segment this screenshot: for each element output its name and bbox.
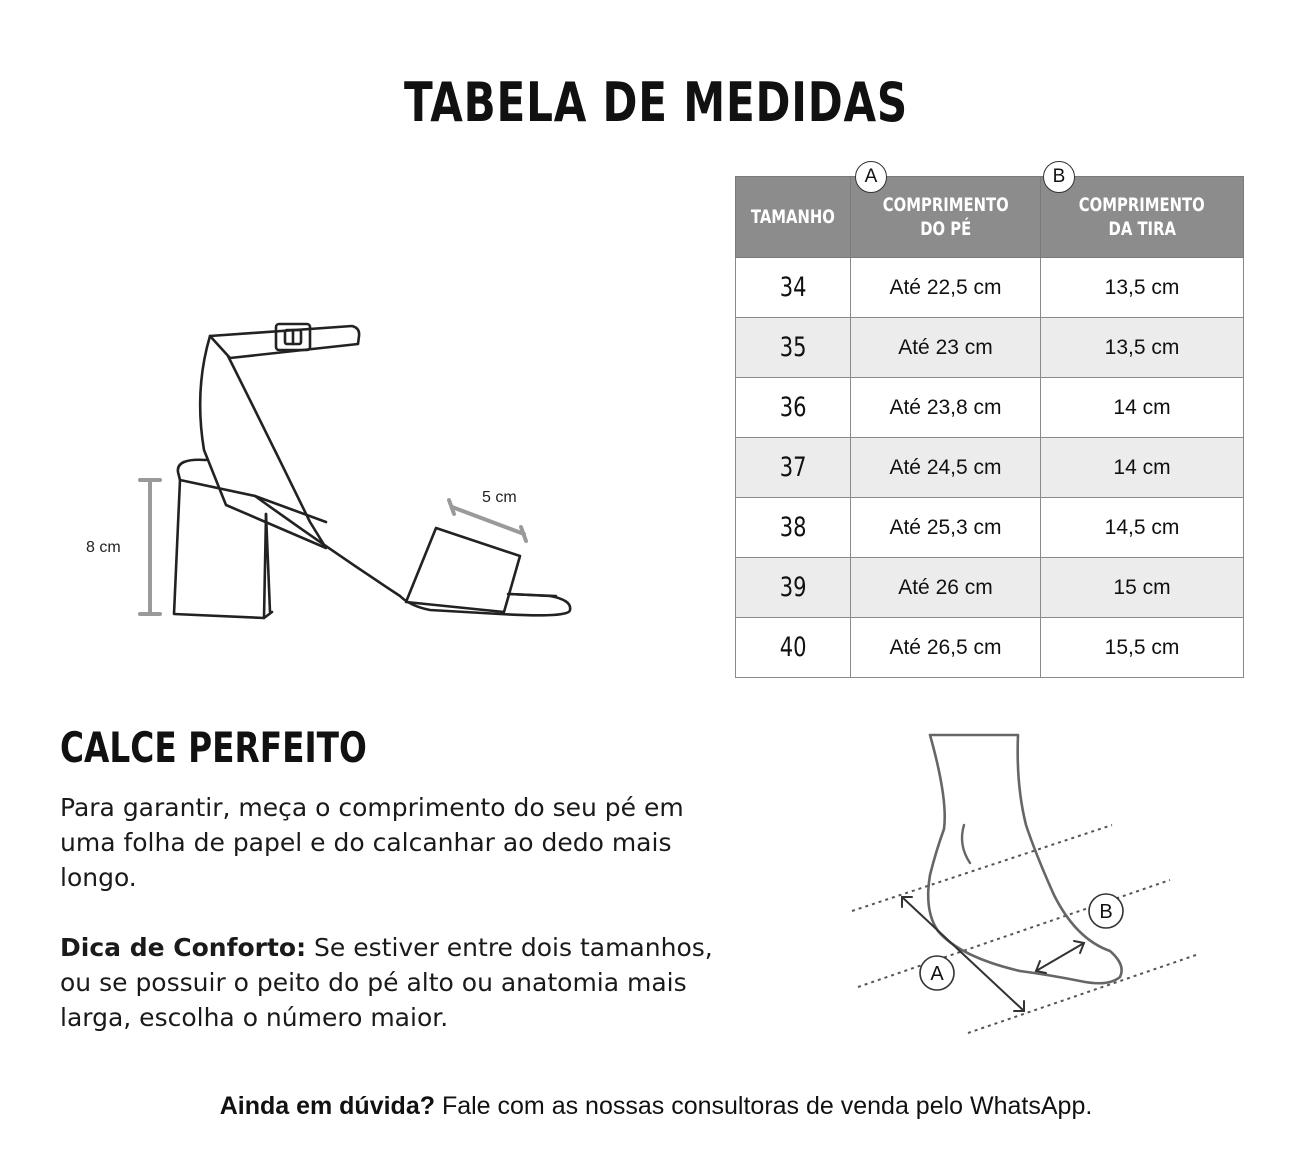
size-table xyxy=(735,166,1244,678)
header-strap-length xyxy=(1041,166,1244,258)
page-title: TABELA DE MEDIDAS xyxy=(404,71,908,134)
table-row xyxy=(736,618,1244,678)
size-cell: 38 xyxy=(736,498,851,558)
foot-length-cell: Até 26 cm xyxy=(851,558,1041,618)
comfort-tip-text: Se estiver entre dois tamanhos, ou se possuir o peito do pé alto ou anatomia mais larga, escolha o número maior. xyxy=(60,933,713,1032)
strap-length-cell: 13,5 cm xyxy=(1041,258,1244,318)
fit-instructions: Para garantir, meça o comprimento do seu pé em uma folha de papel e do calcanhar ao dedo mais longo. xyxy=(60,793,684,892)
footer-text: Fale com as nossas consultoras de venda pelo WhatsApp. xyxy=(435,1092,1093,1120)
fit-section-title: CALCE PERFEITO xyxy=(60,723,367,772)
size-cell: 40 xyxy=(736,618,851,678)
header-foot-length-line2: DO PÉ xyxy=(919,218,972,240)
footer-note xyxy=(0,1090,1312,1122)
header-foot-length xyxy=(851,166,1041,258)
foot-length-cell: Até 26,5 cm xyxy=(851,618,1041,678)
marker-b: B xyxy=(1043,161,1075,193)
table-row xyxy=(736,318,1244,378)
header-strap-length-line1: COMPRIMENTO xyxy=(1079,194,1205,216)
header-size xyxy=(736,177,851,258)
heel-height-label: 8 cm xyxy=(86,539,121,556)
foot-marker-a xyxy=(920,956,954,990)
table-row xyxy=(736,498,1244,558)
foot-measure-diagram xyxy=(840,725,1220,1045)
sandal-illustration xyxy=(80,300,600,640)
size-cell: 37 xyxy=(736,438,851,498)
strap-length-cell: 14,5 cm xyxy=(1041,498,1244,558)
size-cell: 36 xyxy=(736,378,851,438)
strap-length-cell: 14 cm xyxy=(1041,378,1244,438)
header-strap-length-line2: DA TIRA xyxy=(1108,218,1176,240)
table-header-row xyxy=(736,177,1244,258)
comfort-tip xyxy=(60,930,740,1035)
table-row xyxy=(736,378,1244,438)
table-row xyxy=(736,558,1244,618)
table-row xyxy=(736,438,1244,498)
strap-length-cell: 15,5 cm xyxy=(1041,618,1244,678)
strap-length-cell: 14 cm xyxy=(1041,438,1244,498)
foot-length-cell: Até 24,5 cm xyxy=(851,438,1041,498)
foot-outline xyxy=(928,735,1121,983)
footer-bold: Ainda em dúvida? xyxy=(219,1092,435,1120)
size-table-wrapper xyxy=(735,166,1243,678)
strap-length-cell: 15 cm xyxy=(1041,558,1244,618)
foot-length-cell: Até 22,5 cm xyxy=(851,258,1041,318)
header-foot-length-line1: COMPRIMENTO xyxy=(882,194,1009,216)
foot-length-cell: Até 23 cm xyxy=(851,318,1041,378)
svg-text:A: A xyxy=(930,963,944,985)
svg-text:B: B xyxy=(1099,901,1113,923)
strap-length-cell: 13,5 cm xyxy=(1041,318,1244,378)
marker-a: A xyxy=(855,161,887,193)
foot-marker-b xyxy=(1089,894,1123,928)
size-cell: 39 xyxy=(736,558,851,618)
strap-width-label: 5 cm xyxy=(482,489,517,506)
foot-length-cell: Até 25,3 cm xyxy=(851,498,1041,558)
size-cell: 35 xyxy=(736,318,851,378)
size-cell: 34 xyxy=(736,258,851,318)
table-row xyxy=(736,258,1244,318)
header-size-label: TAMANHO xyxy=(750,206,836,228)
comfort-tip-label: Dica de Conforto: xyxy=(60,933,307,962)
foot-length-cell: Até 23,8 cm xyxy=(851,378,1041,438)
